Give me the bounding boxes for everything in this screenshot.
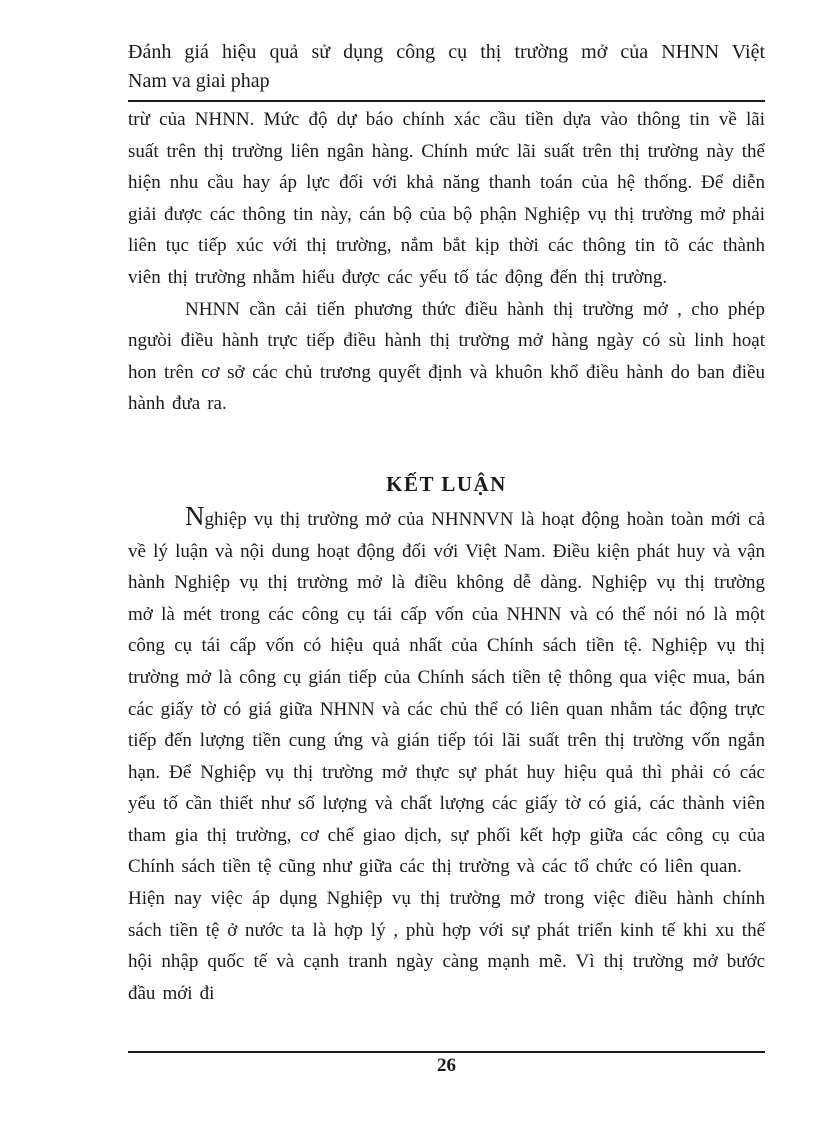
paragraph-market-forecast: trừ của NHNN. Mức độ dự báo chính xác cầu tiền dựa vào thông tin về lãi suất trên thị trường liên ngân hàng. Chính mức lãi suất trên thị trường này thể hiện nhu cầu hay áp lực đối với khả năng thanh toán của hệ thống. Để diễn giải được các thông tin này, cán bộ của bộ phận Nghiệp vụ thị trường mở phải liên tục tiếp xúc với thị trường, nắm bắt kịp thời các thông tin tõ các thành viên thị trường nhằm hiểu được các yếu tố tác động đến thị trường. bbox=[128, 109, 765, 288]
footer-divider bbox=[128, 1051, 765, 1053]
running-header-line-1: Đánh giá hiệu quả sử dụng công cụ thị trường mở của NHNN Việt bbox=[128, 41, 765, 63]
running-header bbox=[128, 38, 765, 102]
section-heading-conclusion: KẾT LUẬN bbox=[386, 471, 507, 496]
page-footer bbox=[128, 1051, 765, 1077]
paragraph-conclusion-main bbox=[128, 500, 765, 883]
page-content bbox=[128, 38, 765, 1009]
paragraph-conclusion-text: ghiệp vụ thị trường mở của NHNNVN là hoạt động hoàn toàn mới cả về lý luận và nội dung hoạt động đối với Việt Nam. Điều kiện phát huy và vận hành Nghiệp vụ thị trường mở là điều không dễ dàng. Nghiệp vụ thị trường mở là mét trong các công cụ tái cấp vốn của NHNN và có thể nói nó là một công cụ tái cấp vốn có hiệu quả nhất của Chính sách tiền tệ. Nghiệp vụ thị trường mở là công cụ gián tiếp của Chính sách tiền tệ thông qua việc mua, bán các giấy tờ có giá giữa NHNN và các chủ thể có liên quan nhằm tác động trực tiếp đến lượng tiền cung ứng và gián tiếp tói lãi suất trên thị trường vốn ngắn hạn. Để Nghiệp vụ thị trường mở thực sự phát huy hiệu quả thì phải có các yếu tố cần thiết như số lượng và chất lượng các giấy tờ có giá, các thành viên tham gia thị trường, cơ chế giao dịch, sự phối kết hợp giữa các công cụ của Chính sách tiền tệ cũng như giữa các thị trường và các tổ chức có liên quan. bbox=[128, 508, 765, 878]
paragraph-nhnn-improvement: NHNN cần cải tiến phương thức điều hành thị trường mở , cho phép ngưòi điều hành trực tiếp điều hành thị trường mở hàng ngày có sù linh hoạt hon trên cơ sở các chủ trương quyết định và khuôn khổ điều hành do ban điều hành đưa ra. bbox=[128, 298, 765, 415]
paragraph-initial-letter: N bbox=[185, 500, 205, 531]
running-header-line-2: Nam va giai phap bbox=[128, 70, 270, 92]
paragraph-current-application: Hiện nay việc áp dụng Nghiệp vụ thị trường mở trong việc điều hành chính sách tiền tệ ở nước ta là hợp lý , phù hợp với sự phát triển kinh tế khi xu thế hội nhập quốc tế và cạnh tranh ngày càng mạnh mẽ. Vì thị trường mở bước đầu mới đi bbox=[128, 888, 765, 1004]
page-number: 26 bbox=[437, 1055, 456, 1076]
